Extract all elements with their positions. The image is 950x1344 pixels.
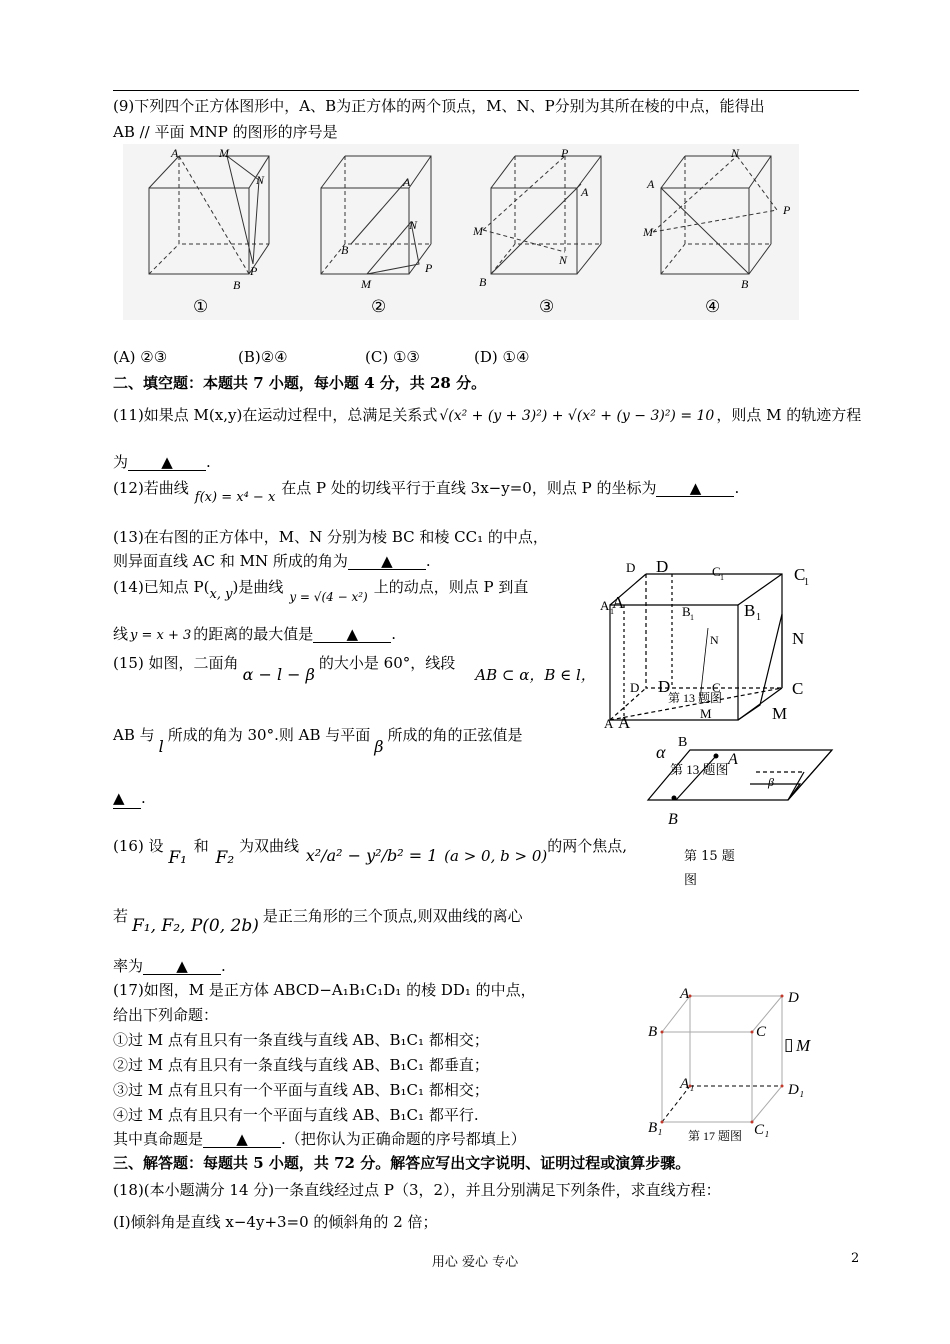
svg-text:D: D xyxy=(630,680,640,695)
q9-option-a: (A) ②③ xyxy=(113,348,168,366)
svg-text:D: D xyxy=(658,677,671,696)
svg-text:B: B xyxy=(479,275,487,289)
fig15-point-b: B xyxy=(668,811,678,828)
q13-line1: (13)在右图的正方体中，M、N 分别为棱 BC 和棱 CC₁ 的中点， xyxy=(113,528,548,546)
svg-text:A: A xyxy=(612,593,625,612)
q17-line2: 给出下列命题： xyxy=(113,1006,219,1024)
q12-line: (12)若曲线f(x) = x⁴ − x在点 P 处的切线平行于直线 3x−y=0，则点 P 的坐标为 ▲ . xyxy=(113,479,740,505)
q13-answer-blank: ▲ xyxy=(348,553,426,570)
q16-formula: x²/a² − y²/b² = 1 xyxy=(305,846,438,865)
q18-line1: (18)(本小题满分 14 分)一条直线经过点 P（3，2），并且分别满足下列条件，求直线方程： xyxy=(113,1181,721,1199)
q9-option-b: (B)②④ xyxy=(238,348,288,366)
q9-label-2: ② xyxy=(371,297,387,316)
q18-line2: (Ⅰ)倾斜角是直线 x−4y+3=0 的倾斜角的 2 倍； xyxy=(113,1213,438,1231)
svg-text:1: 1 xyxy=(610,607,614,616)
q16-line3: 率为 ▲ . xyxy=(113,957,226,975)
svg-text:N: N xyxy=(710,633,719,647)
q17-item-3: ③过 M 点有且只有一个平面与直线 AB、B₁C₁ 都相交； xyxy=(113,1081,489,1099)
svg-text:P: P xyxy=(250,264,258,278)
fig15-alpha: α xyxy=(656,742,666,762)
svg-text:B: B xyxy=(678,735,688,750)
svg-text:P: P xyxy=(783,203,791,217)
page-number: 2 xyxy=(851,1251,860,1266)
q17-item-2: ②过 M 点有且只有一条直线与直线 AB、B₁C₁ 都垂直； xyxy=(113,1056,489,1074)
svg-text:1: 1 xyxy=(756,612,761,623)
svg-text:C: C xyxy=(712,680,721,695)
fig17-cube xyxy=(640,982,820,1142)
svg-text:D: D xyxy=(788,990,799,1006)
q9-cubes-figure xyxy=(113,140,803,320)
q15-line2: AB 与l所成的角为 30°.则 AB 与平面β所成的角的正弦值是 xyxy=(113,726,523,756)
q15-line3: ▲ . xyxy=(113,789,146,807)
q13-line2: 则异面直线 AC 和 MN 所成的角为 ▲ . xyxy=(113,552,431,570)
fig13-cube xyxy=(596,550,826,750)
q16-answer-blank: ▲ xyxy=(143,958,221,975)
q9-line1: (9)下列四个正方体图形中，A、B为正方体的两个顶点，M、N、P分别为其所在棱的中点，能得出 xyxy=(113,97,765,115)
svg-text:C₁: C₁ xyxy=(754,1122,770,1138)
q9-label-4: ④ xyxy=(705,297,721,316)
svg-text:A: A xyxy=(600,598,610,613)
svg-text:C: C xyxy=(712,564,721,579)
svg-text:B: B xyxy=(744,601,756,620)
q14-formula: y = √(4 − x²) xyxy=(289,590,368,604)
page-footer: 用心 爱心 专心 xyxy=(431,1255,519,1270)
fig15-caption-ghost: 第 13 题图 xyxy=(670,762,729,777)
svg-text:B: B xyxy=(233,278,241,292)
q17-line1: (17)如图，M 是正方体 ABCD−A₁B₁C₁D₁ 的棱 DD₁ 的中点， xyxy=(113,981,536,999)
svg-text:A: A xyxy=(171,146,179,160)
q11-answer-blank: ▲ xyxy=(128,454,206,471)
q9-option-c: (C) ①③ xyxy=(365,348,420,366)
svg-text:N: N xyxy=(559,253,568,267)
q11-line2: 为 ▲ . xyxy=(113,453,211,471)
svg-text:M: M xyxy=(700,706,712,721)
q14-line1: (14)已知点 P(x, y)是曲线$_{y = √(4 - x^2)}$上的动点，则点 P 到直 xyxy=(113,578,529,604)
fig15-beta: β xyxy=(768,775,774,789)
svg-text:D: D xyxy=(656,557,669,576)
q16-line1: (16) 设 F₁ 和 F₂ 为双曲线 x²/a² − y²/b² = 1 (a > 0, b > 0)的两个焦点, xyxy=(113,837,628,868)
fig17-caption: 第 17 题图 xyxy=(688,1129,743,1143)
svg-text:D₁: D₁ xyxy=(788,1082,805,1098)
q9-line2: AB // 平面 MNP 的图形的序号是 xyxy=(113,123,338,141)
section2-heading: 二、填空题：本题共 7 小题，每小题 4 分，共 28 分。 xyxy=(113,374,487,392)
svg-text:N: N xyxy=(409,218,418,232)
fig13-caption-ghost: 第 13 题图 xyxy=(668,691,723,705)
svg-text:B: B xyxy=(341,243,349,257)
q9-label-1: ① xyxy=(193,297,209,316)
section3-heading: 三、解答题：每题共 5 小题，共 72 分。解答应写出文字说明、证明过程或演算步骤。 xyxy=(113,1154,691,1172)
q11-line1: (11)如果点 M(x,y)在运动过程中，总满足关系式 √(x² + (y + 3)²) + √(x² + (y − 3)²) = 10 ，则点 M 的轨迹方程 xyxy=(113,406,862,424)
q15-answer-blank: ▲ xyxy=(113,788,141,809)
svg-text:M: M xyxy=(772,704,788,723)
svg-text:M: M xyxy=(473,224,483,238)
svg-text:P: P xyxy=(561,146,569,160)
svg-text:M: M xyxy=(643,225,653,239)
q14-answer-blank: ▲ xyxy=(313,626,391,643)
svg-text:1: 1 xyxy=(690,613,694,622)
svg-text:A: A xyxy=(618,713,631,732)
svg-text:N: N xyxy=(792,629,805,648)
svg-text:▯: ▯ xyxy=(784,1035,794,1054)
svg-text:N: N xyxy=(256,173,265,187)
fig15-point-a: A xyxy=(728,751,738,768)
svg-text:1: 1 xyxy=(720,573,724,582)
svg-text:A: A xyxy=(680,986,690,1002)
svg-text:P: P xyxy=(425,261,433,275)
svg-text:C: C xyxy=(794,565,806,584)
svg-text:1: 1 xyxy=(804,577,809,588)
q14-line2: 线 y = x + 3 的距离的最大值是 ▲ . xyxy=(113,625,397,643)
svg-text:C: C xyxy=(792,679,804,698)
q9-option-d: (D) ①④ xyxy=(474,348,530,366)
q16-line2: 若 F₁, F₂, P(0, 2b) 是正三角形的三个顶点,则双曲线的离心 xyxy=(113,907,523,936)
svg-text:M: M xyxy=(361,277,371,291)
q17-answer-blank: ▲ xyxy=(203,1131,281,1148)
fig15-caption: 第 15 题图 xyxy=(684,849,735,888)
svg-text:D: D xyxy=(626,560,636,575)
q12-formula: f(x) = x⁴ − x xyxy=(194,490,276,505)
svg-text:A₁: A₁ xyxy=(680,1076,695,1092)
svg-text:A: A xyxy=(647,177,655,191)
header-rule xyxy=(113,90,859,91)
q9-label-3: ③ xyxy=(539,297,555,316)
svg-text:A: A xyxy=(403,175,411,189)
svg-text:M: M xyxy=(796,1036,811,1055)
svg-text:B: B xyxy=(682,604,691,619)
svg-text:B: B xyxy=(741,277,749,291)
svg-text:B: B xyxy=(648,1024,658,1040)
q15-line1: (15) 如图，二面角α − l − β的大小是 60°，线段AB ⊂ α，B ∈ l， xyxy=(113,654,596,684)
q17-item-4: ④过 M 点有且只有一个平面与直线 AB、B₁C₁ 都平行. xyxy=(113,1106,479,1124)
svg-text:A: A xyxy=(604,716,614,731)
q12-answer-blank: ▲ xyxy=(656,480,734,497)
fig15-dihedral xyxy=(640,742,840,832)
svg-text:B₁: B₁ xyxy=(648,1120,663,1136)
svg-text:N: N xyxy=(731,146,740,160)
q17-last: 其中真命题是 ▲ .（把你认为正确命题的序号都填上） xyxy=(113,1130,526,1148)
svg-text:A: A xyxy=(581,185,589,199)
svg-text:M: M xyxy=(219,146,229,160)
q11-formula: √(x² + (y + 3)²) + √(x² + (y − 3)²) = 10 xyxy=(439,408,715,424)
svg-text:C: C xyxy=(756,1024,767,1040)
q17-item-1: ①过 M 点有且只有一条直线与直线 AB、B₁C₁ 都相交； xyxy=(113,1031,489,1049)
